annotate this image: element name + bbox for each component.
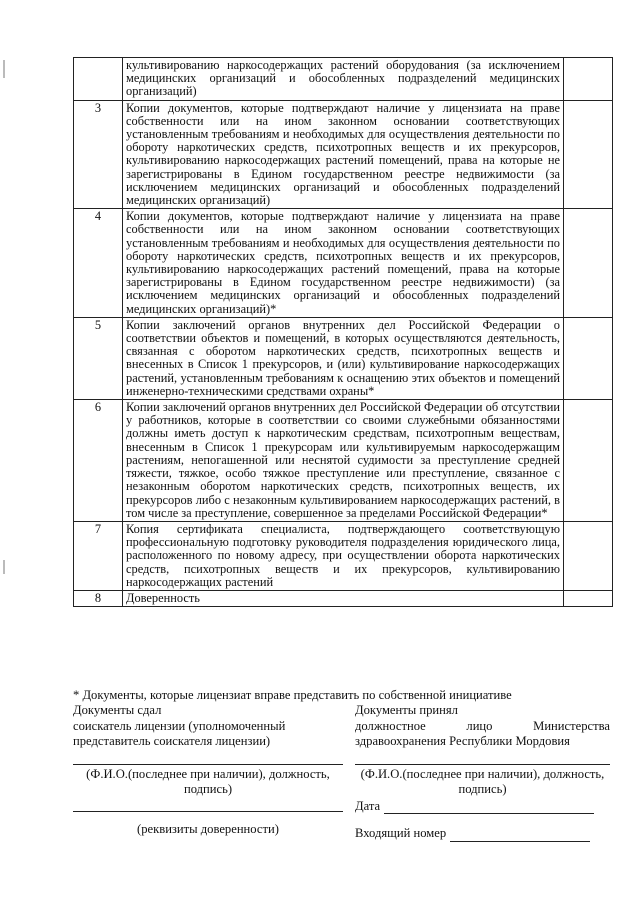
received-line1-word: должностное: [355, 718, 426, 733]
row-blank-cell[interactable]: [564, 521, 613, 590]
received-line1-word: Министерства: [533, 718, 610, 733]
footnote: * Документы, которые лицензиат вправе представить по собственной инициативе: [73, 688, 512, 702]
submitted-caption-1: (Ф.И.О.(последнее при наличии), должность,: [86, 766, 330, 781]
table-row: [74, 317, 613, 399]
submitted-line2: представитель соискателя лицензии): [73, 734, 271, 748]
row-blank-cell[interactable]: [564, 58, 613, 101]
incoming-number-input-line[interactable]: [450, 829, 590, 842]
power-of-attorney-caption: (реквизиты доверенности): [137, 821, 279, 836]
submitted-signature-line[interactable]: [73, 764, 343, 765]
row-number: 8: [74, 590, 123, 606]
row-document-text: Копия сертификата специалиста, подтверждающего соответствующую профессиональную подготовку руководителя подразделения юридического лица, расположенного по новому адресу, при осуществлении оборота наркотических средств, психотропных веществ и их прекурсоров, культивированию наркосодержащих растений: [123, 521, 564, 590]
row-number: 5: [74, 317, 123, 399]
row-blank-cell[interactable]: [564, 317, 613, 399]
table-row: [74, 400, 613, 522]
row-blank-cell[interactable]: [564, 590, 613, 606]
row-number: 3: [74, 100, 123, 209]
submitted-caption-2: подпись): [183, 781, 233, 796]
submitted-line1: соискатель лицензии (уполномоченный: [73, 718, 286, 733]
row-document-text: Копии документов, которые подтверждают наличие у лицензиата на праве собственности или на ином законном основании соответствующих установленным требованиям и необходимых для осуществления деятельности по обороту наркотических средств, психотропных веществ и их прекурсоров, культивированию наркосодержащих растений помещений, права на которые не зарегистрированы в Едином государственном реестре недвижимости (за исключением медицинских организаций и обособленных подразделений медицинских организаций): [123, 100, 564, 209]
row-document-text: Копии заключений органов внутренних дел Российской Федерации о соответствии объектов и помещений, в которых осуществляются деятельность, связанная с оборотом наркотических средств, психотропных веществ и внесенных в Список 1 прекурсоров, и (или) культивирование наркосодержащих растений, установленным требованиям к оснащению этих объектов и помещений инженерно-техническими средствами охраны*: [123, 317, 564, 399]
row-document-text: культивированию наркосодержащих растений оборудования (за исключением медицинских организаций и обособленных подразделений медицинских организаций): [123, 58, 564, 101]
received-line2: здравоохранения Республики Мордовия: [355, 734, 570, 748]
row-number: 7: [74, 521, 123, 590]
received-line1: [355, 719, 610, 735]
row-blank-cell[interactable]: [564, 400, 613, 522]
received-line1-word: лицо: [466, 718, 493, 733]
row-document-text: Копии заключений органов внутренних дел Российской Федерации об отсутствии у работников, которые в соответствии со своими служебными обязанностями должны иметь доступ к наркотическим средствам, психотропным веществам, внесенным в Список 1 прекурсорам или культивируемым наркосодержащим растениям, непогашенной или неснятой судимости за преступление средней тяжести, тяжкое, особо тяжкое преступление или преступление, связанное с незаконным оборотом наркотических средств, психотропных веществ, их прекурсоров либо с незаконным культивированием наркосодержащих растений, в том числе за преступление, совершенное за пределами Российской Федерации*: [123, 400, 564, 522]
scan-edge-mark: [3, 560, 5, 574]
date-input-line[interactable]: [384, 801, 594, 814]
table-row: [74, 209, 613, 318]
row-blank-cell[interactable]: [564, 100, 613, 209]
row-number: 6: [74, 400, 123, 522]
row-document-text: Копии документов, которые подтверждают наличие у лицензиата на праве собственности или на ином законном основании соответствующих установленным требованиям и необходимых для осуществления деятельности по обороту наркотических средств, психотропных веществ и их прекурсоров, культивированию наркосодержащих растений помещений, права на которые зарегистрированы в Едином государственном реестре недвижимости) (за исключением медицинских организаций и обособленных подразделений медицинских организаций)*: [123, 209, 564, 318]
documents-table: [73, 57, 613, 607]
date-field: [355, 799, 610, 815]
received-title: Документы принял: [355, 703, 458, 717]
table-row: [74, 58, 613, 101]
row-blank-cell[interactable]: [564, 209, 613, 318]
table-row: [74, 521, 613, 590]
incoming-number-label: Входящий номер: [355, 826, 447, 840]
row-number: [74, 58, 123, 101]
received-signature-line[interactable]: [355, 764, 610, 765]
date-label: Дата: [355, 798, 381, 813]
received-caption-1: (Ф.И.О.(последнее при наличии), должность,: [360, 766, 605, 781]
row-document-text: Доверенность: [123, 590, 564, 606]
submitted-title: Документы сдал: [73, 703, 162, 717]
received-block: [355, 703, 610, 842]
table-row: [74, 100, 613, 209]
received-caption-2: подпись): [458, 781, 507, 796]
scan-edge-mark: [3, 60, 5, 78]
table-row: [74, 590, 613, 606]
submitted-block: [73, 703, 343, 837]
incoming-number-field: [355, 826, 610, 842]
row-number: 4: [74, 209, 123, 318]
